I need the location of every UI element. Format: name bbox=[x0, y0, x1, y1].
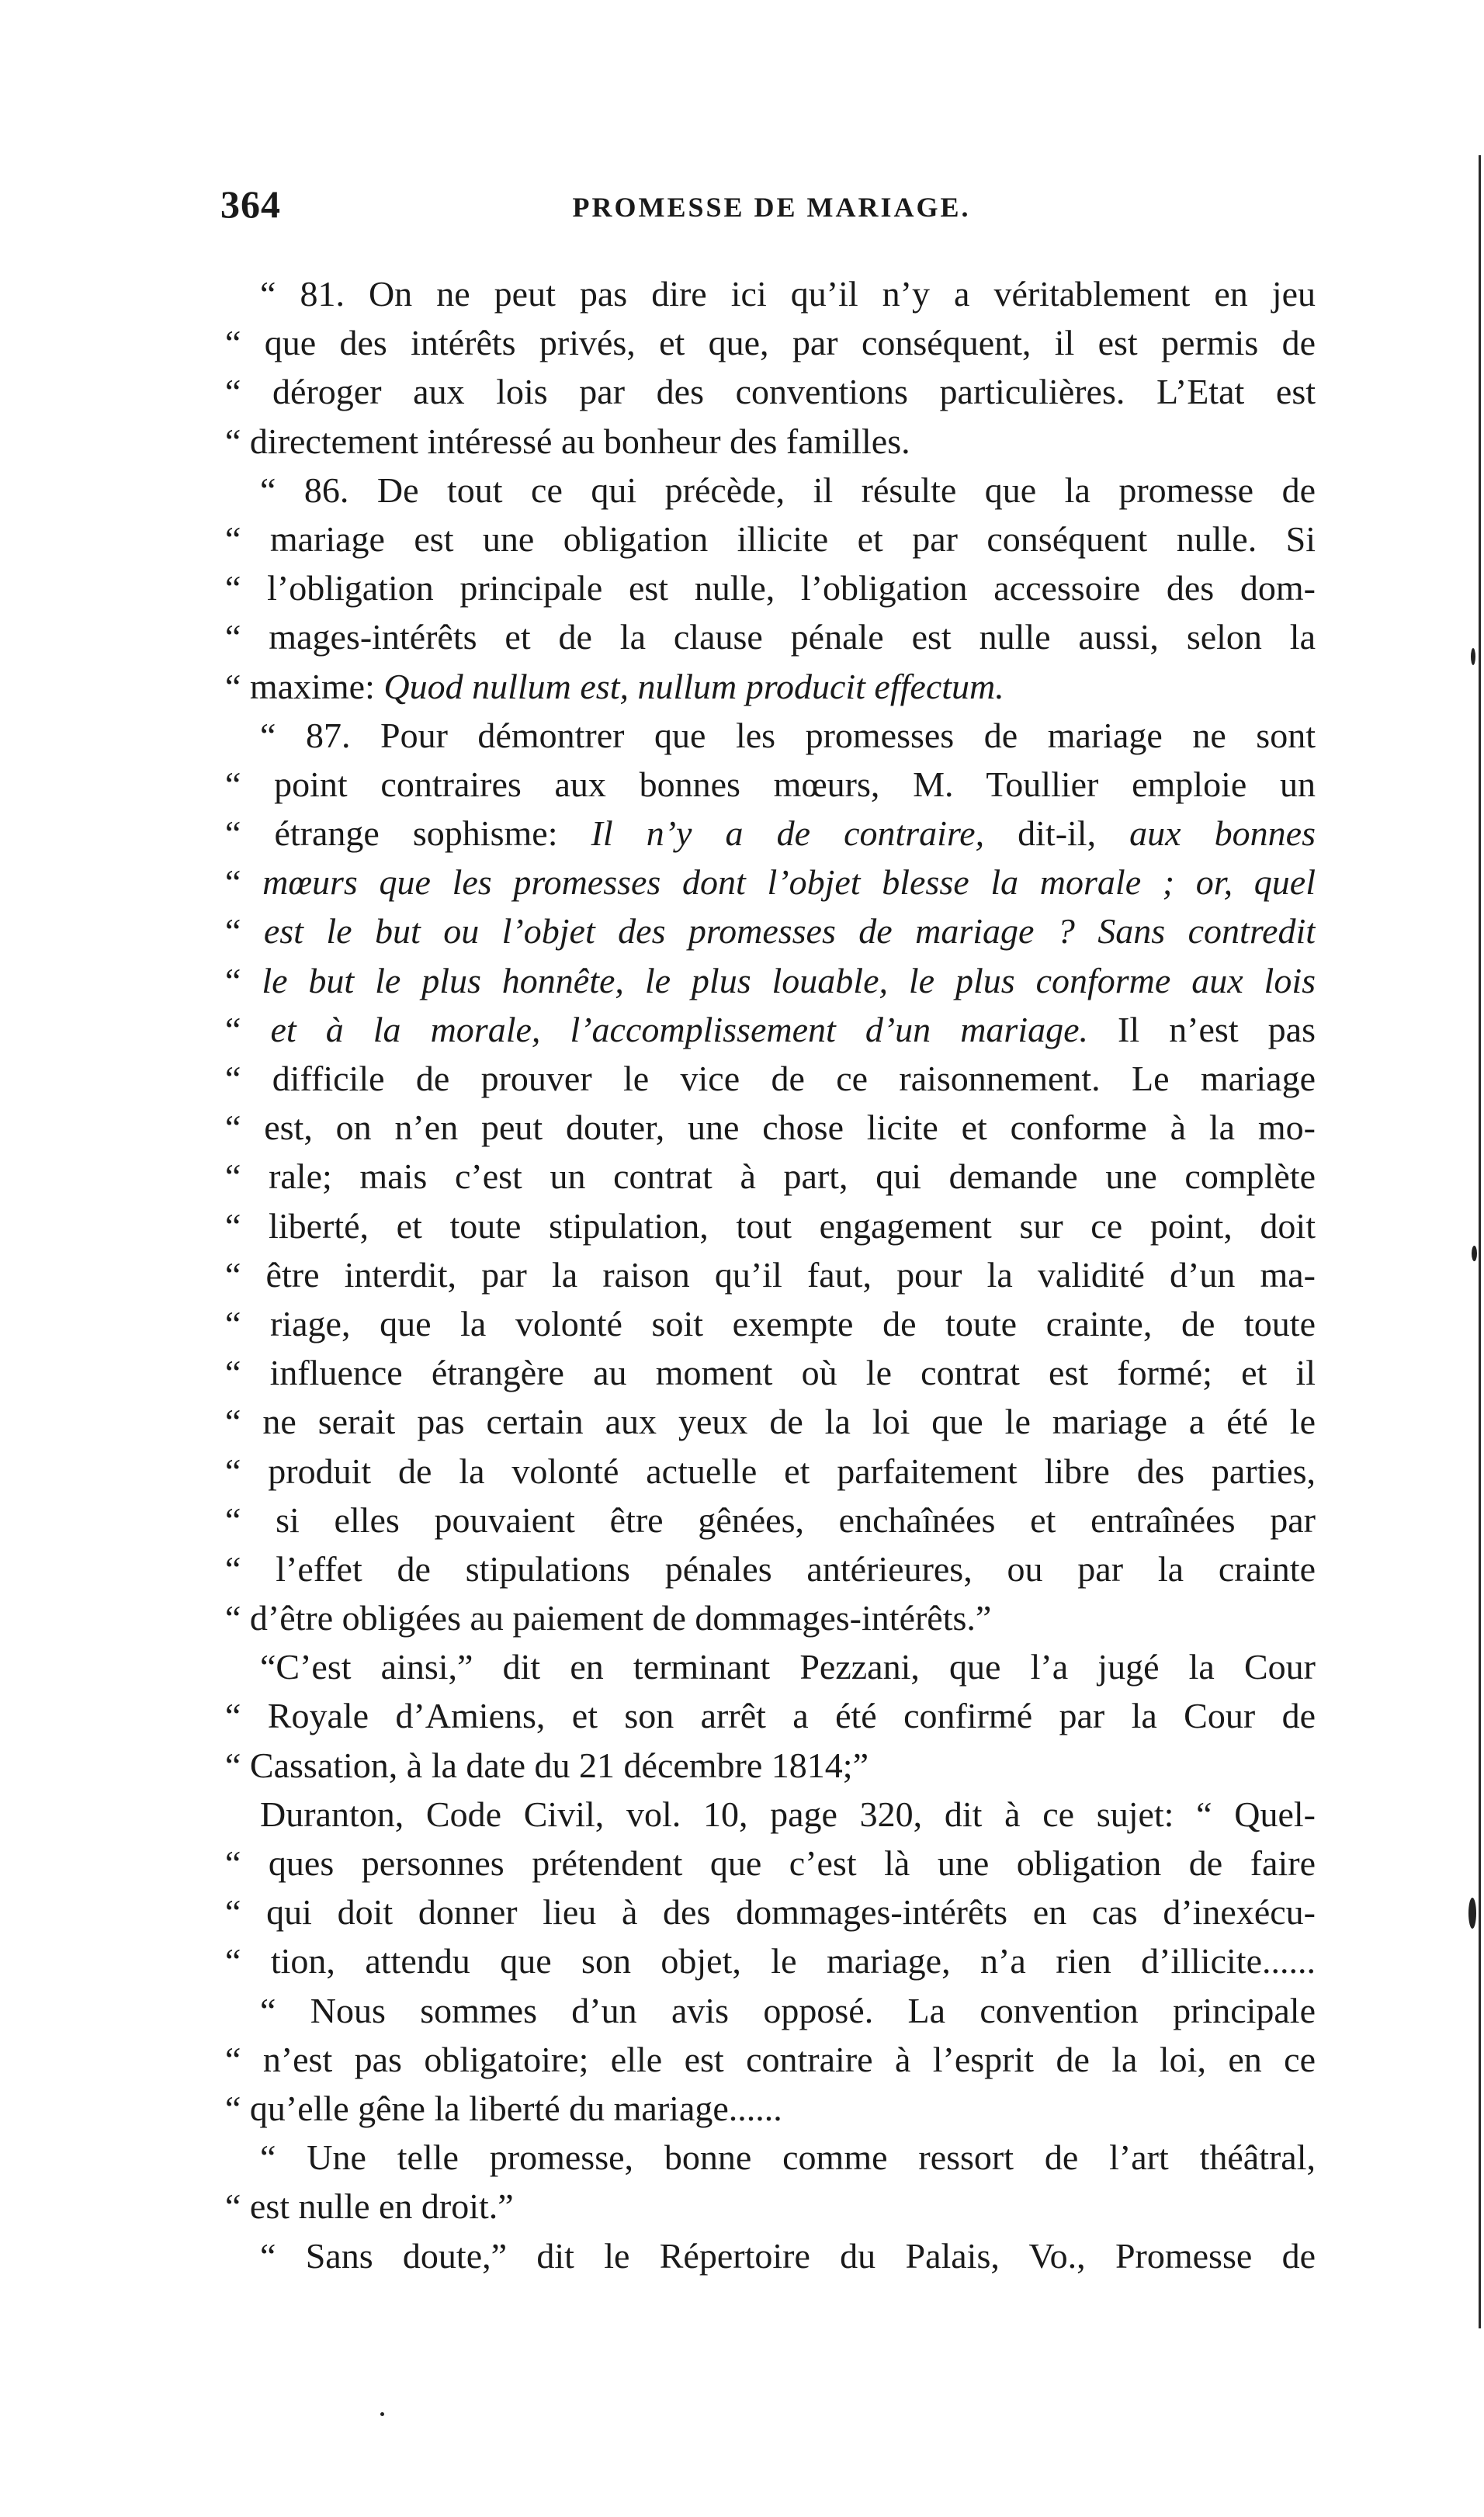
roman-text: “ tion, attendu que son objet, le mariage, n’a rien d’illicite...... bbox=[225, 1941, 1316, 1981]
roman-text: “ influence étrangère au moment où le contrat est formé; et il bbox=[225, 1353, 1316, 1393]
text-line bbox=[225, 269, 1316, 318]
text-line bbox=[225, 1103, 1316, 1152]
page-edge-shadow bbox=[1479, 155, 1481, 2328]
italic-text: mœurs que les promesses dont l’objet blesse la morale ; or, quel bbox=[262, 862, 1316, 903]
roman-text: “ 86. De tout ce qui précède, il résulte que la promesse de bbox=[260, 470, 1316, 510]
text-line bbox=[225, 466, 1316, 515]
roman-text: “ Royale d’Amiens, et son arrêt a été confirmé par la Cour de bbox=[225, 1696, 1316, 1736]
text-line bbox=[225, 662, 1316, 711]
text-line bbox=[225, 1741, 1316, 1790]
text-line bbox=[225, 2133, 1316, 2182]
running-head: PROMESSE DE MARIAGE. bbox=[572, 192, 971, 223]
roman-text: “ Une telle promesse, bonne comme ressort de l’art théâtral, bbox=[260, 2137, 1316, 2178]
text-line bbox=[225, 1299, 1316, 1348]
ink-speck bbox=[380, 2412, 384, 2416]
text-line bbox=[225, 1496, 1316, 1545]
roman-text: “ qui doit donner lieu à des dommages-intérêts en cas d’inexécu- bbox=[225, 1892, 1316, 1933]
italic-text: Quod nullum est, nullum producit effectum. bbox=[383, 666, 1004, 706]
roman-text: “ est, on n’en peut douter, une chose licite et conforme à la mo- bbox=[225, 1108, 1316, 1148]
text-line bbox=[225, 809, 1316, 858]
text-line bbox=[225, 2231, 1316, 2280]
roman-text: “C’est ainsi,” dit en terminant Pezzani, que l’a jugé la Cour bbox=[260, 1647, 1316, 1687]
text-line bbox=[225, 1691, 1316, 1740]
text-line bbox=[225, 367, 1316, 416]
text-line bbox=[225, 1642, 1316, 1691]
roman-text: “ bbox=[225, 911, 264, 952]
roman-text: dit-il, bbox=[984, 813, 1130, 854]
roman-text: “ riage, que la volonté soit exempte de toute crainte, de toute bbox=[225, 1303, 1316, 1343]
text-line bbox=[225, 1986, 1316, 2035]
roman-text: “ difficile de prouver le vice de ce raisonnement. Le mariage bbox=[225, 1059, 1316, 1098]
roman-text: “ Nous sommes d’un avis opposé. La convention principale bbox=[260, 1990, 1316, 2030]
text-line bbox=[225, 1790, 1316, 1839]
roman-text: “ produit de la volonté actuelle et parfaitement libre des parties, bbox=[225, 1451, 1316, 1491]
roman-text: “ directement intéressé au bonheur des familles. bbox=[225, 421, 910, 461]
text-line bbox=[225, 612, 1316, 661]
roman-text: “ rale; mais c’est un contrat à part, qui demande une complète bbox=[225, 1156, 1316, 1197]
text-line bbox=[225, 1888, 1316, 1936]
text-line bbox=[225, 2084, 1316, 2133]
roman-text: “ n’est pas obligatoire; elle est contraire à l’esprit de la loi, en ce bbox=[225, 2039, 1316, 2079]
roman-text: “ que des intérêts privés, et que, par conséquent, il est permis de bbox=[225, 323, 1316, 363]
roman-text: “ d’être obligées au paiement de dommages-intérêts.” bbox=[225, 1598, 992, 1638]
text-line bbox=[225, 1936, 1316, 1985]
text-line bbox=[225, 1839, 1316, 1888]
text-line bbox=[225, 1201, 1316, 1250]
roman-text: “ bbox=[225, 862, 263, 903]
text-line bbox=[225, 1348, 1316, 1397]
italic-text: Il n’y a de contraire, bbox=[591, 813, 985, 854]
text-line bbox=[225, 858, 1316, 907]
roman-text: Duranton, Code Civil, vol. 10, page 320, dit à ce sujet: “ Quel- bbox=[260, 1794, 1316, 1834]
text-line bbox=[225, 2182, 1316, 2231]
roman-text: “ bbox=[225, 960, 262, 1000]
ink-speck bbox=[1472, 1246, 1477, 1261]
text-line bbox=[225, 1054, 1316, 1103]
roman-text: Il n’est pas bbox=[1088, 1009, 1316, 1049]
text-line bbox=[225, 1593, 1316, 1642]
roman-text: “ point contraires aux bonnes mœurs, M. Toullier emploie un bbox=[225, 764, 1316, 804]
roman-text: “ être interdit, par la raison qu’il faut, pour la validité d’un ma- bbox=[225, 1254, 1316, 1295]
roman-text: “ liberté, et toute stipulation, tout engagement sur ce point, doit bbox=[225, 1205, 1316, 1246]
roman-text: “ Sans doute,” dit le Répertoire du Palais, Vo., Promesse de bbox=[260, 2235, 1316, 2276]
text-line bbox=[225, 711, 1316, 760]
text-line bbox=[225, 1545, 1316, 1593]
text-line bbox=[225, 1005, 1316, 1054]
roman-text: “ mariage est une obligation illicite et par conséquent nulle. Si bbox=[225, 518, 1316, 559]
text-line bbox=[225, 417, 1316, 466]
text-line bbox=[225, 907, 1316, 955]
roman-text: “ 87. Pour démontrer que les promesses de mariage ne sont bbox=[260, 715, 1316, 755]
text-line bbox=[225, 760, 1316, 809]
roman-text: “ si elles pouvaient être gênées, enchaînées et entraînées par bbox=[225, 1499, 1316, 1540]
page-header bbox=[220, 182, 1323, 236]
body-text bbox=[225, 269, 1316, 2280]
ink-speck bbox=[1468, 1898, 1476, 1929]
roman-text: “ ques personnes prétendent que c’est là une obligation de faire bbox=[225, 1843, 1316, 1883]
text-line bbox=[225, 563, 1316, 612]
roman-text: “ mages-intérêts et de la clause pénale est nulle aussi, selon la bbox=[225, 617, 1316, 657]
text-line bbox=[225, 318, 1316, 367]
italic-text: aux bonnes bbox=[1129, 813, 1316, 854]
italic-text: le but le plus honnête, le plus louable, le plus conforme aux lois bbox=[262, 960, 1316, 1000]
roman-text: “ l’obligation principale est nulle, l’obligation accessoire des dom- bbox=[225, 568, 1316, 608]
roman-text: “ qu’elle gêne la liberté du mariage...... bbox=[225, 2088, 782, 2128]
roman-text: “ l’effet de stipulations pénales antérieures, ou par la crainte bbox=[225, 1548, 1316, 1589]
italic-text: est le but ou l’objet des promesses de mariage ? Sans contredit bbox=[263, 911, 1316, 952]
text-line bbox=[225, 2035, 1316, 2084]
text-line bbox=[225, 1250, 1316, 1299]
text-line bbox=[225, 1447, 1316, 1496]
text-line bbox=[225, 515, 1316, 563]
page-number: 364 bbox=[220, 182, 281, 226]
text-line bbox=[225, 956, 1316, 1005]
italic-text: et à la morale, l’accomplissement d’un mariage. bbox=[270, 1009, 1089, 1049]
text-line bbox=[225, 1397, 1316, 1446]
text-line bbox=[225, 1152, 1316, 1201]
roman-text: “ bbox=[225, 1009, 271, 1049]
roman-text: “ 81. On ne peut pas dire ici qu’il n’y a véritablement en jeu bbox=[260, 274, 1316, 314]
roman-text: “ déroger aux lois par des conventions particulières. L’Etat est bbox=[225, 372, 1316, 412]
ink-speck bbox=[1471, 648, 1475, 665]
roman-text: “ étrange sophisme: bbox=[225, 813, 591, 854]
roman-text: “ maxime: bbox=[225, 666, 384, 706]
roman-text: “ Cassation, à la date du 21 décembre 1814;” bbox=[225, 1745, 869, 1785]
roman-text: “ ne serait pas certain aux yeux de la loi que le mariage a été le bbox=[225, 1402, 1316, 1442]
roman-text: “ est nulle en droit.” bbox=[225, 2186, 514, 2227]
